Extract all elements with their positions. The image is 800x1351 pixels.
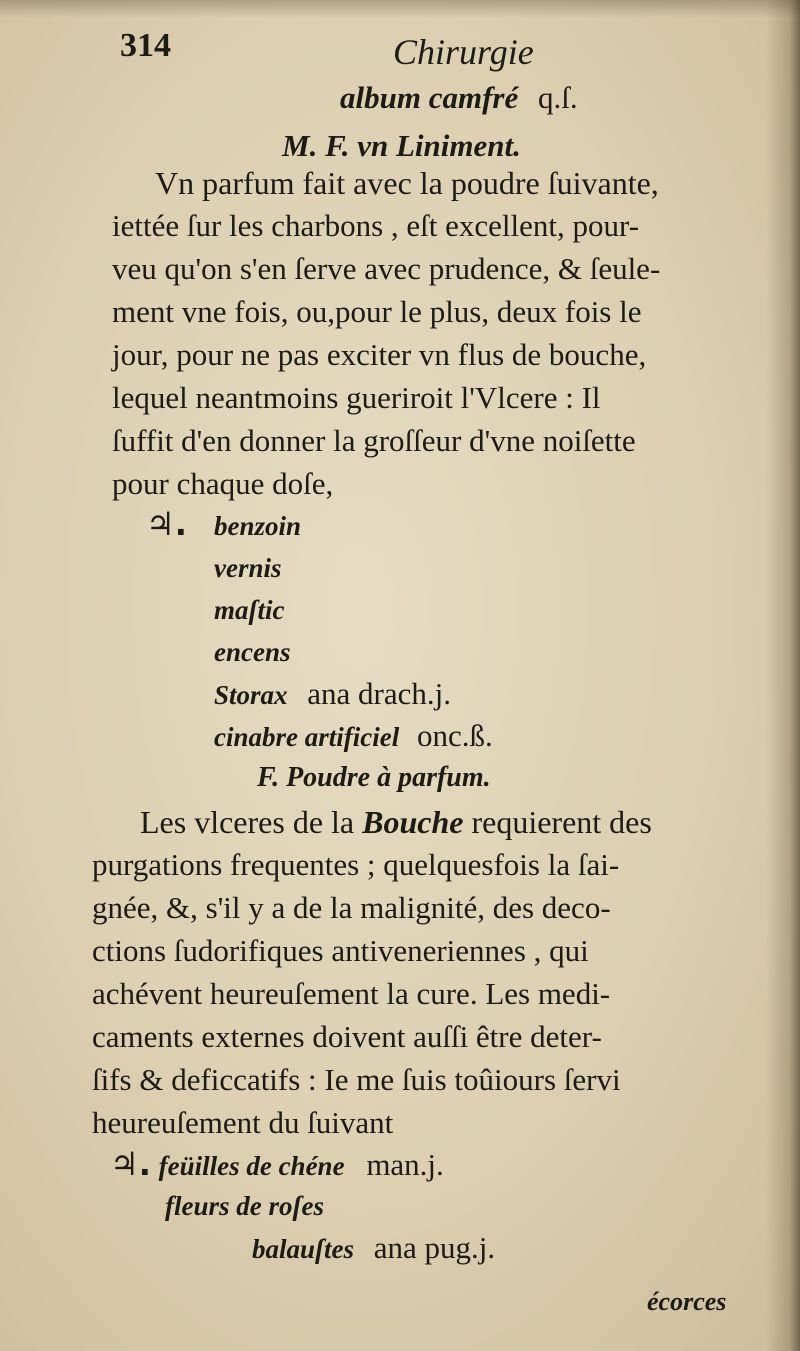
directive-liniment: M. F. vn Liniment. xyxy=(282,128,521,163)
prescription-3-line xyxy=(252,1230,495,1267)
quantity-qs: q.ſ. xyxy=(538,80,578,115)
paragraph-2-line: ſifs & deficcatifs : Ie me ſuis toûiours ſervi xyxy=(92,1062,621,1097)
paragraph-2-line: gnée, &, s'il y a de la malignité, des deco- xyxy=(92,890,611,925)
ingredient-cinabre: cinabre artificiel xyxy=(214,722,400,752)
paragraph-2-line xyxy=(140,804,652,840)
quantity-ana-drach: ana drach.j. xyxy=(307,676,452,711)
paragraph-2-line: achévent heureuſement la cure. Les medi- xyxy=(92,976,611,1011)
ingredient-benzoin: benzoin xyxy=(214,511,302,541)
paragraph-2-line: heureuſement du ſuivant xyxy=(92,1105,394,1140)
ingredient-vernis: vernis xyxy=(214,553,282,583)
quantity-onc: onc.ß. xyxy=(416,718,493,753)
jupiter-recipe-symbol-icon: ♃. xyxy=(110,1145,151,1183)
paragraph-1-line: lequel neantmoins gueriroit l'Vlcere : Il xyxy=(112,380,601,415)
paragraph-1-line: ment vne fois, ou,pour le plus, deux fois le xyxy=(112,294,642,329)
page-gutter-shadow xyxy=(766,0,800,1351)
quantity-man: man.j. xyxy=(366,1147,444,1182)
paragraph-2-line: ctions ſudorifiques antiveneriennes , qui xyxy=(92,933,589,968)
page-number: 314 xyxy=(120,27,171,64)
prescription-3-line xyxy=(110,1146,444,1184)
paragraph-1-line: Vn parfum fait avec la poudre ſuivante, xyxy=(155,165,659,201)
ingredient-encens: encens xyxy=(214,637,291,667)
paragraph-1-line: veu qu'on s'en ſerve avec prudence, & ſeule- xyxy=(112,251,661,286)
ingredient-balaustes: balauſtes xyxy=(252,1234,355,1264)
ingredient-album-camfre: album camfré xyxy=(340,80,519,115)
paragraph-1-line: iettée ſur les charbons , eſt excellent, pour- xyxy=(112,208,640,243)
paragraph-2-text: Les vlceres de la xyxy=(140,804,363,840)
catchword: écorces xyxy=(647,1287,727,1316)
paragraph-1-line: jour, pour ne pas exciter vn flus de bouche, xyxy=(112,337,647,372)
page-top-shadow xyxy=(0,0,800,18)
ingredient-storax: Storax xyxy=(214,680,288,710)
paragraph-2-line: purgations frequentes ; quelquesfois la ſai- xyxy=(92,847,620,882)
storax-line xyxy=(214,676,451,713)
prescription-1-line xyxy=(340,80,578,116)
jupiter-recipe-symbol-icon: ♃. xyxy=(146,505,187,543)
quantity-ana-pug: ana pug.j. xyxy=(373,1230,496,1265)
paragraph-2-text: requierent des xyxy=(463,804,652,840)
ingredient-fleurs-de-roses: fleurs de roſes xyxy=(165,1191,324,1221)
ingredient-mastic: maſtic xyxy=(214,595,285,625)
paragraph-1-line: ſuffit d'en donner la groſſeur d'vne noiſette xyxy=(112,423,636,458)
paragraph-2-italic-bouche: Bouche xyxy=(362,804,464,840)
directive-poudre: F. Poudre à parfum. xyxy=(257,762,491,793)
paragraph-1-line: pour chaque doſe, xyxy=(112,466,334,501)
paragraph-2-line: caments externes doivent auſſi être deter- xyxy=(92,1019,602,1054)
ingredient-feuilles-de-chene: feüilles de chéne xyxy=(158,1151,345,1181)
running-title: Chirurgie xyxy=(393,32,534,72)
cinabre-line xyxy=(214,718,493,755)
